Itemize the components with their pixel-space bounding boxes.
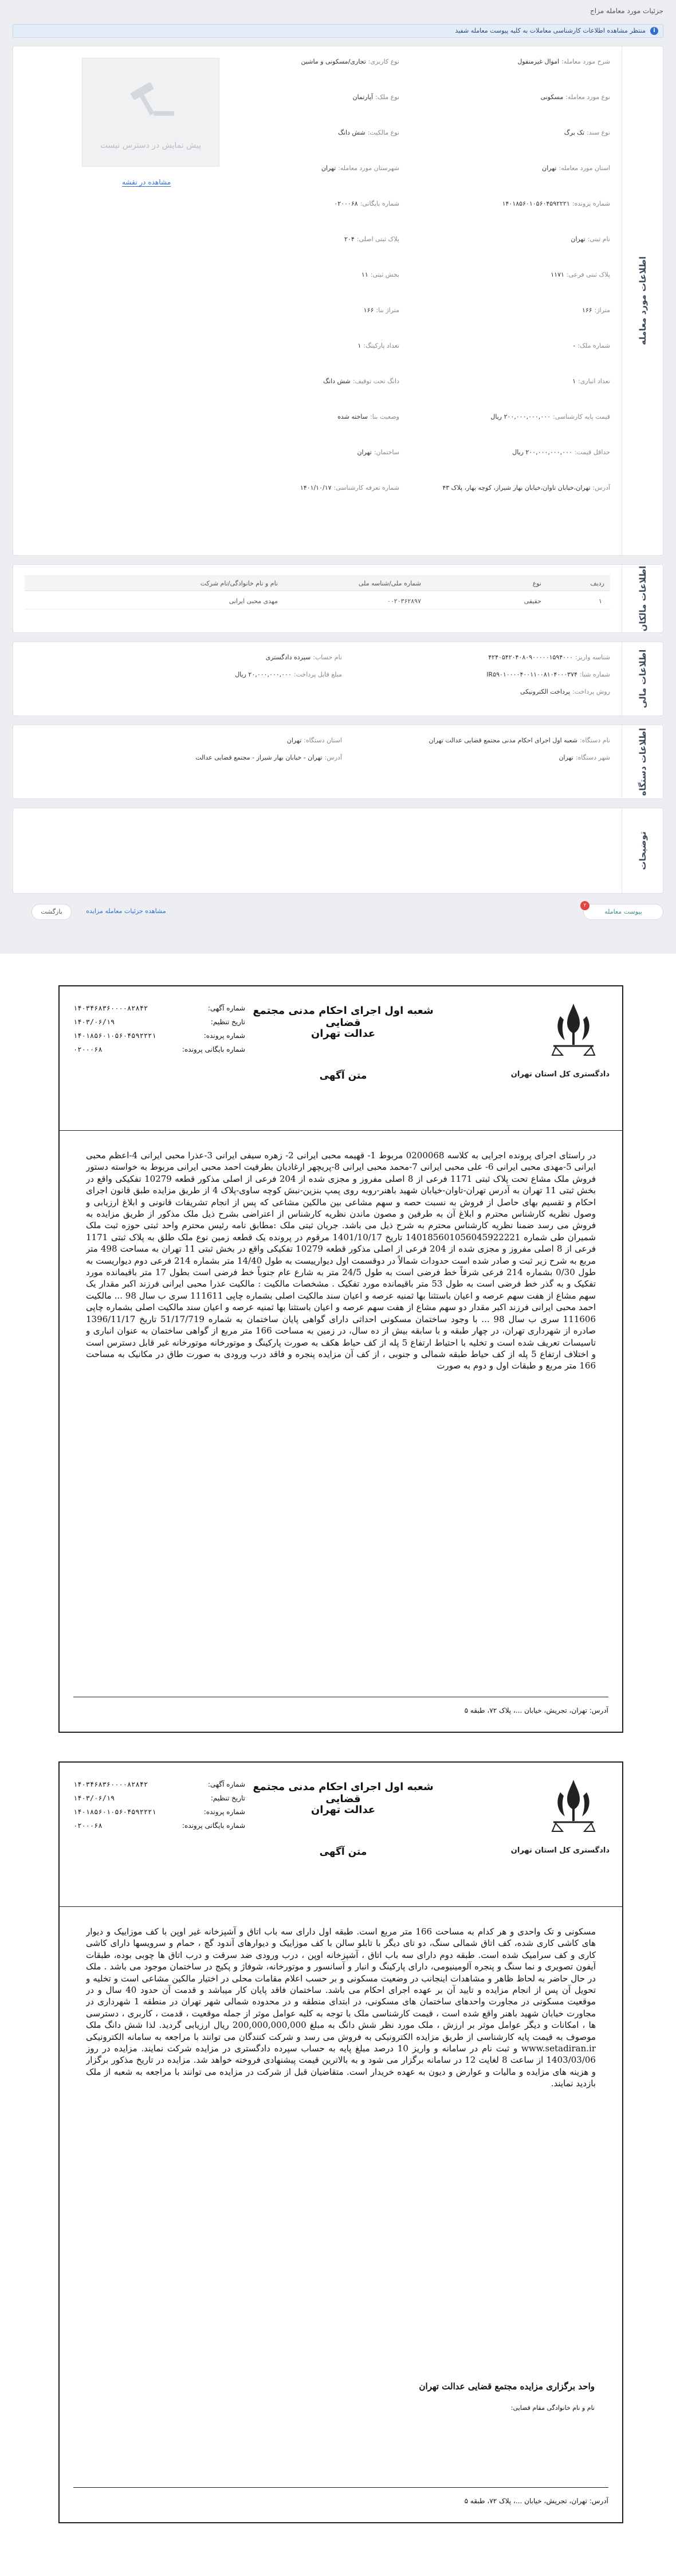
view-on-map-link[interactable]: مشاهده در نقشه: [122, 178, 171, 186]
field-value: تهران،خیابان تاوان،خیابان بهار شیراز، کوچه بهار، پلاک ۴۳: [442, 484, 591, 491]
field-label: نوع ملک:: [375, 93, 399, 101]
field-label: شماره بایگانی:: [360, 200, 399, 207]
view-contract-button[interactable]: مشاهده جزئیات معامله مزایده: [86, 907, 166, 915]
document-body: مسکونی و تک واحدی و هر کدام به مساحت 166 متر مربع است. طبقه اول دارای سه باب اتاق و آشپزخانه غیر اوپن با کف موزاییک و دیوار های کاشی کاری شده، کف اتاق شمالی سنگ، دو تای دیگر با تابلو سالن با کف موزاییک و دیوارهای آندود گچ ، حمام و سرویسها دارای کاشی کاری و کف سرامیک شده است. طبقه دوم دارای سه باب اتاق ، آشپزخانه اوپن ، درب ورودی ضد سرقت و درب اتاق ها چوبی بوده، طبقات آیفون تصویری و نما سنگ و پنجره آلومینیومی، دارای پارکینگ و انبار و آسانسور و موتورخانه، شوفاژ و پکیج در ساختمان موجود می باشد . ملک در حال حاضر به لحاظ ظاهر و مشاهدات اینجانب در وضعیت مسکونی و بر حسب اعلام مقامات محلی در اختیار مالکین مشاعی است و تخلیه و تحویل آن پس از انجام مزایده و تایید آن بر عهده اجرای احکام می باشد. ساختمان فاقد پایان کار میباشد و قدمت آن حدود 40 سال و در موقعیت مسکونی در مجاورت واحدهای ساختمان های مسکونی، در ابتدای منطقه و در محدوده شمالی شهر تهران در منطقه 1 شهرداری در مجاورت خیابان شهید باهنر واقع شده است ، قیمت کارشناسی ملک با توجه به کلیه عوامل موثر از جمله موقعیت ، قدمت ، کاربری ، دسترسی ها ، امکانات و دیگر عوامل موثر بر ارزش ، ملک مورد نظر شش دانگ به مبلغ 200,000,000,000 ریال ارزیابی گردید. لذا شش دانگ ملک موصوف به قیمت پایه کارشناسی از طریق مزایده الکترونیکی به فروش می رسد و شرکت کنندگان می توانند با مراجعه به سامانه الکترونیکی www.setadiran.ir و ثبت نام در سامانه و واریز 10 درصد مبلغ پایه به حساب سپرده دادگستری در مزایده شرکت نمایند. مزایده در روز 1403/03/06 از ساعت 8 لغایت 12 در سامانه برگزار می شود و به بالاترین قیمت پیشنهادی فروخته خواهد شد. مزایده در تاریخ مذکور برگزار و هزینه های مزایده و مالیات و عوارض و دیون به عهده خریدار است. متقاضیان قبل از شرکت در مزایده می توانند با مراجعه به شعبه از ملک بازدید نمایند.: [86, 1926, 596, 2089]
field-value: تهران: [559, 754, 573, 761]
field-row: [301, 58, 399, 65]
owner-type: حقیقی: [524, 597, 541, 605]
field-label: دانگ تحت توقیف:: [352, 377, 399, 385]
field-label: آدرس:: [592, 484, 610, 491]
field-value: ۱: [357, 342, 361, 349]
field-label: حداقل قیمت:: [574, 449, 610, 456]
iran-emblem-icon: [548, 999, 599, 1062]
documents-button[interactable]: [583, 904, 663, 920]
field-label: وضعیت بنا:: [370, 413, 399, 420]
document-title: متن آگهی: [319, 1846, 367, 1858]
col-index: ردیف: [590, 580, 604, 587]
owners-card: [13, 564, 663, 633]
field-row: [551, 271, 610, 278]
field-label: قیمت پایه کارشناسی:: [553, 413, 610, 420]
field-row: [564, 129, 610, 136]
field-value: ۱۴۰۱/۱۰/۱۷: [300, 484, 332, 491]
field-label: نام دستگاه:: [579, 737, 610, 744]
court-name-line2: عدالت تهران: [311, 1804, 376, 1816]
field-label: نام ثبتی:: [587, 235, 610, 243]
iran-emblem-icon: [548, 1775, 599, 1838]
field-label: آدرس:: [324, 754, 342, 761]
image-placeholder-label: پیش نمایش در دسترس نیست: [100, 141, 202, 150]
owners-section-header: اطلاعات مالکان: [622, 565, 663, 632]
field-label: استان دستگاه:: [304, 737, 342, 744]
field-row: [357, 449, 399, 456]
field-label: روش پرداخت:: [572, 688, 610, 695]
field-value: تهران: [571, 235, 585, 243]
owner-name: مهدی محبی ایرانی: [229, 597, 278, 605]
document-body: در راستای اجرای پرونده اجرایی به کلاسه 0200068 مربوط 1- قهیمه محبی ایرانی 2- زهره سیفی ایرانی 3-عذرا محبی ایرانی 4-اعظم محبی ایرانی 5-مهدی محبی ایرانی 6- علی محبی ایرانی 7-محمد محبی ایرانی 8-پریچهر ارغادیان بطرفیت احمد محبی ایرانی مربوط به خواسته دستور فروش ملک مشاع تحت پلاک ثبتی 1171 فرعی از 8 اصلی مفروز و مجزی شده از 204 فرعی از اصلی مذکور قطعه 10279 تفکیکی واقع در بخش ثبتی 11 تهران به آدرس تهران-تاوان-خیابان شهید باهنر-روبه روی پمپ بنزین-نبش کوچه ساوی-پلاک 4 از طریق مزایده طبق قانون اجرای احکام و تقسیم بهای حاصل از فروش به نسبت حصه و سهم مشاعی بین مالکین مشاعی که پس از انجام تشریفات قانونی و ابلاغ ارزیابی و وصول نظریه کارشناس محترم و ابلاغ آن به طرفین و مصون ماندن نظریه کارشناس از اعتراضی بشرح ذیل ملک مذکور از طریق مزایده به فروش می رسد ضمنا نظریه کارشناس محترم به شرح ذیل می باشد. جریان ثبتی ملک :مطابق نامه رئیس محترم واحد ثبتی حوزه ثبت ملک شمیران طی شماره 140185601056045922221 تاریخ 1401/10/17 مرقوم در پرونده یک قطعه زمین نوع ملک طلق به پلاک ثبتی 1171 فرعی از 8 اصلی مفروز و مجزی شده از 204 فرعی از اصلی مذکور قطعه 10279 تفکیکی واقع در بخش ثبتی 11 تهران به مساحت 498 متر مربع به شرح زیر ثبت و صادر شده است حدودات شمالاً در دوقسمت اول دیوارییست به طول 14/40 متر بشماره 214 فرعی دوم دیواریست به طول 0/30 بشماره 214 فرعی شرقاً خط فرضی است به طول 24/5 متر به شارع عام جنوباً خط فرضی است بطول 17 متر باقیمانده مورد تفکیک و به گذر خط فرضی است به طول 53 متر باقیمانده مورد تفکیک . مشخصات مالکیت : مالکیت عذرا محبی ایرانی فرزند اکبر مقدار یک سهم مشاع از هفت سهم عرصه و اعیان باستثنا بها ثمنیه عرصه و اعیان سند مالکیت اصلی بشماره چاپی 111611 سری ب سال 98 ... مالکیت احمد محبی ایرانی فرزند اکبر مقدار دو سهم مشاع از هفت سهم عرصه و اعیان باستثنا بها ثمنیه عرصه و اعیان سند مالکیت اصلی بشماره چاپی 111606 سری ب سال 98 ... با وجود ساختمان مسکونی احداثی دارای گواهی پایان ساختمان به شماره 51/17/719 تاریخ 1396/11/17 صادره از شهرداری تهران، در چهار طبقه و با سابقه بیش از ده سال، در زمین به مساحت 166 متر مربع از گواهی ساختمان به عنوان انباری و تاسیسات تعریف شده است و تخلیه با احتیاط ارتفاع 5 پله از کف حیاط هکف به صورت پارکینگ و موتورخانه موتورخانه غیر قابل دسترس است و اختلاف ارتفاع 5 پله از کف حیاط طبقه شمالی و جنوبی ، از کف آن مزایده پنجره و فاقد درب ورودی به صورت طاق در مکانیک به مساحت 166 متر مربع و طبقات اول و دوم به صورت: [86, 1150, 596, 1371]
field-row: [488, 654, 610, 661]
documents-label: پیوست معامله: [604, 908, 642, 915]
document-title: متن آگهی: [319, 1070, 367, 1081]
field-value: تک برگ: [564, 129, 585, 136]
field-row: [321, 164, 399, 172]
field-label: شماره تعرفه کارشناسی:: [333, 484, 399, 491]
field-row: [517, 58, 610, 65]
field-value: شش دانگ: [338, 129, 365, 136]
field-value: ۱۴۰۱۸۵۶۰۱۰۵۶۰۴۵۹۲۲۲۱: [502, 200, 570, 207]
field-value: تهران: [286, 737, 302, 744]
court-card: [13, 725, 663, 799]
field-value: ۲۰۴: [344, 235, 355, 243]
field-row: [559, 754, 610, 761]
owners-table-header: [25, 575, 610, 591]
field-value: شش دانگ: [323, 377, 351, 385]
field-value: تهران: [542, 164, 557, 172]
field-value: ۱۱۷۱: [551, 271, 564, 278]
field-row: [357, 342, 399, 349]
col-name: نام و نام خانوادگی/نام شرکت: [200, 580, 278, 587]
field-row: [287, 737, 342, 744]
field-value: ۲۰,۰۰۰,۰۰۰,۰۰۰ ریال: [235, 671, 292, 678]
court-name-line2: عدالت تهران: [311, 1028, 376, 1040]
field-row: [338, 129, 399, 136]
field-value: -: [573, 342, 576, 349]
field-row: [582, 306, 610, 314]
field-row: [571, 235, 610, 243]
field-row: [344, 235, 399, 243]
field-label: نوع سند:: [587, 129, 610, 136]
field-row: [541, 93, 610, 101]
field-label: متراژ بنا:: [376, 306, 399, 314]
field-value: ۱۶۶: [363, 306, 374, 314]
field-value: آپارتمان: [352, 93, 374, 101]
field-value: تجاری/مسکونی و ماشین: [301, 58, 366, 65]
field-label: شهرستان مورد معامله:: [338, 164, 399, 172]
field-value: ۲۰۰,۰۰۰,۰۰۰,۰۰۰ ریال: [490, 413, 551, 420]
field-value: ۱: [572, 377, 576, 385]
field-row: [323, 377, 399, 385]
document-meta: شماره آگهی: ۱۴۰۳۴۶۸۳۶۰۰۰۰۸۲۸۴۲ تاریخ تنظیم: ۱۴۰۳/۰۶/۱۹ شماره پرونده: ۱۴۰۱۸۵۶۰۱۰۵۶۰۴۵۹۲۲۲۱ شماره بایگانی پرونده: ۰۲۰۰۰۶۸: [73, 1780, 245, 1830]
owner-national-id: ۰۰۲۰۳۶۲۸۹۷: [387, 597, 421, 605]
info-icon: i: [650, 27, 658, 35]
field-value: تهران: [357, 449, 372, 456]
auction-detail-panel: [0, 0, 676, 954]
field-label: ساختمان:: [374, 449, 399, 456]
property-section-header: اطلاعات مورد معامله: [622, 46, 663, 555]
description-section-header: توضیحات: [622, 808, 663, 893]
finance-section-header: اطلاعات مالی: [622, 642, 663, 715]
field-row: [572, 377, 610, 385]
notice-document-page-1: [58, 985, 623, 1733]
field-label: شماره ملک:: [577, 342, 610, 349]
description-card: [13, 808, 663, 894]
signature-unit: واحد برگزاری مزایده مجتمع قضایی عدالت تهران: [419, 2381, 595, 2392]
field-label: نوع کاربری:: [368, 58, 399, 65]
field-value: ۱۱: [361, 271, 368, 278]
field-label: نوع مالکیت:: [367, 129, 399, 136]
field-value: سپرده دادگستری: [265, 654, 311, 661]
document-header: [60, 986, 622, 1131]
document-footer: آدرس: تهران، تجریش، خیابان ...، پلاک ۷۲، طبقه ۵: [73, 2487, 608, 2514]
field-label: نوع مورد معامله:: [565, 93, 610, 101]
field-label: پلاک ثبتی اصلی:: [356, 235, 399, 243]
judge-name-label: نام و نام خانوادگی مقام قضایی:: [510, 2404, 595, 2412]
field-label: شماره شبا:: [579, 671, 610, 678]
department-name: دادگستری کل استان تهران: [510, 1846, 610, 1855]
field-label: بخش ثبتی:: [370, 271, 399, 278]
owner-index: ۱: [599, 597, 602, 605]
col-type: نوع: [532, 580, 541, 587]
field-row: [490, 413, 610, 420]
document-meta: شماره آگهی: ۱۴۰۳۴۶۸۳۶۰۰۰۰۸۲۸۴۲ تاریخ تنظیم: ۱۴۰۳/۰۶/۱۹ شماره پرونده: ۱۴۰۱۸۵۶۰۱۰۵۶۰۴۵۹۲۲۲۱ شماره بایگانی پرونده: ۰۲۰۰۰۶۸: [73, 1004, 245, 1053]
field-row: [364, 306, 399, 314]
field-value: ۰۲۰۰۰۶۸: [334, 200, 358, 207]
field-label: شرح مورد معامله:: [561, 58, 610, 65]
field-row: [442, 484, 610, 491]
field-label: شناسه واریز:: [575, 654, 610, 661]
field-label: تعداد انباری:: [577, 377, 610, 385]
notice-document-page-2: [58, 1761, 623, 2523]
field-label: شهر دستگاه:: [575, 754, 610, 761]
field-row: [334, 200, 399, 207]
field-label: مبلغ قابل پرداخت:: [293, 671, 342, 678]
document-footer: آدرس: تهران، تجریش، خیابان ...، پلاک ۷۲، طبقه ۵: [73, 1697, 608, 1723]
document-header: [60, 1763, 622, 1907]
court-name-line1: شعبه اول اجرای احکام مدنی مجتمع قضایی: [253, 1781, 434, 1805]
property-image-placeholder: [82, 58, 219, 167]
finance-card: [13, 642, 663, 716]
field-value: IR۵۹۰۱۰۰۰۰۴۰۰۱۱۰۰۸۱۰۴۰۰۰۳۷۴: [486, 671, 577, 678]
table-row: [25, 592, 610, 609]
action-bar: [0, 904, 676, 944]
field-row: [337, 413, 399, 420]
field-value: تهران - خیابان بهار شیراز - مجتمع قضایی عدالت: [195, 754, 323, 761]
field-label: متراژ:: [594, 306, 610, 314]
field-value: مسکونی: [540, 93, 564, 101]
gavel-icon: [125, 76, 176, 121]
col-national-id: شماره ملی/شناسه ملی: [358, 580, 421, 587]
field-row: [429, 737, 610, 744]
field-label: تعداد پارکینگ:: [363, 342, 399, 349]
field-row: [512, 449, 610, 456]
field-row: [486, 671, 610, 678]
field-row: [542, 164, 610, 172]
court-name-line1: شعبه اول اجرای احکام مدنی مجتمع قضایی: [253, 1005, 434, 1029]
field-label: نام حساب:: [313, 654, 342, 661]
field-label: شماره پرونده:: [572, 200, 610, 207]
field-row: [235, 671, 342, 678]
field-label: استان مورد معامله:: [559, 164, 610, 172]
court-section-header: اطلاعات دستگاه: [622, 725, 663, 799]
field-value: تهران: [321, 164, 336, 172]
field-value: ساخته شده: [337, 413, 368, 420]
field-value: اموال غیرمنقول: [517, 58, 560, 65]
field-row: [352, 93, 399, 101]
field-value: ۴۲۴۰۵۴۲۰۴۰۸۰۹۰۰۰۰۰۱۵۹۴۰۰۰: [488, 654, 573, 661]
field-row: [502, 200, 610, 207]
breadcrumb[interactable]: جزئیات مورد معامله مزاج: [590, 7, 663, 15]
documents-count-badge: ۲: [580, 901, 589, 910]
back-button[interactable]: بازگشت: [32, 904, 72, 920]
field-row: [520, 688, 610, 695]
property-card: [13, 46, 663, 556]
field-row: [266, 654, 342, 661]
field-value: ۲۰۰,۰۰۰,۰۰۰,۰۰۰ ریال: [512, 449, 572, 456]
field-label: پلاک ثبتی فرعی:: [566, 271, 610, 278]
field-value: پرداخت الکترونیکی: [520, 688, 571, 695]
field-row: [361, 271, 399, 278]
notice-banner: [13, 24, 663, 38]
field-row: [195, 754, 342, 761]
field-row: [300, 484, 399, 491]
department-name: دادگستری کل استان تهران: [510, 1070, 610, 1079]
field-value: شعبه اول اجرای احکام مدنی مجتمع قضایی عدالت تهران: [429, 737, 577, 744]
notice-text: منتظر مشاهده اطلاعات کارشناسی معاملات به کلیه پیوست معامله شفید: [455, 27, 646, 34]
field-value: ۱۶۶: [581, 306, 592, 314]
field-row: [573, 342, 610, 349]
